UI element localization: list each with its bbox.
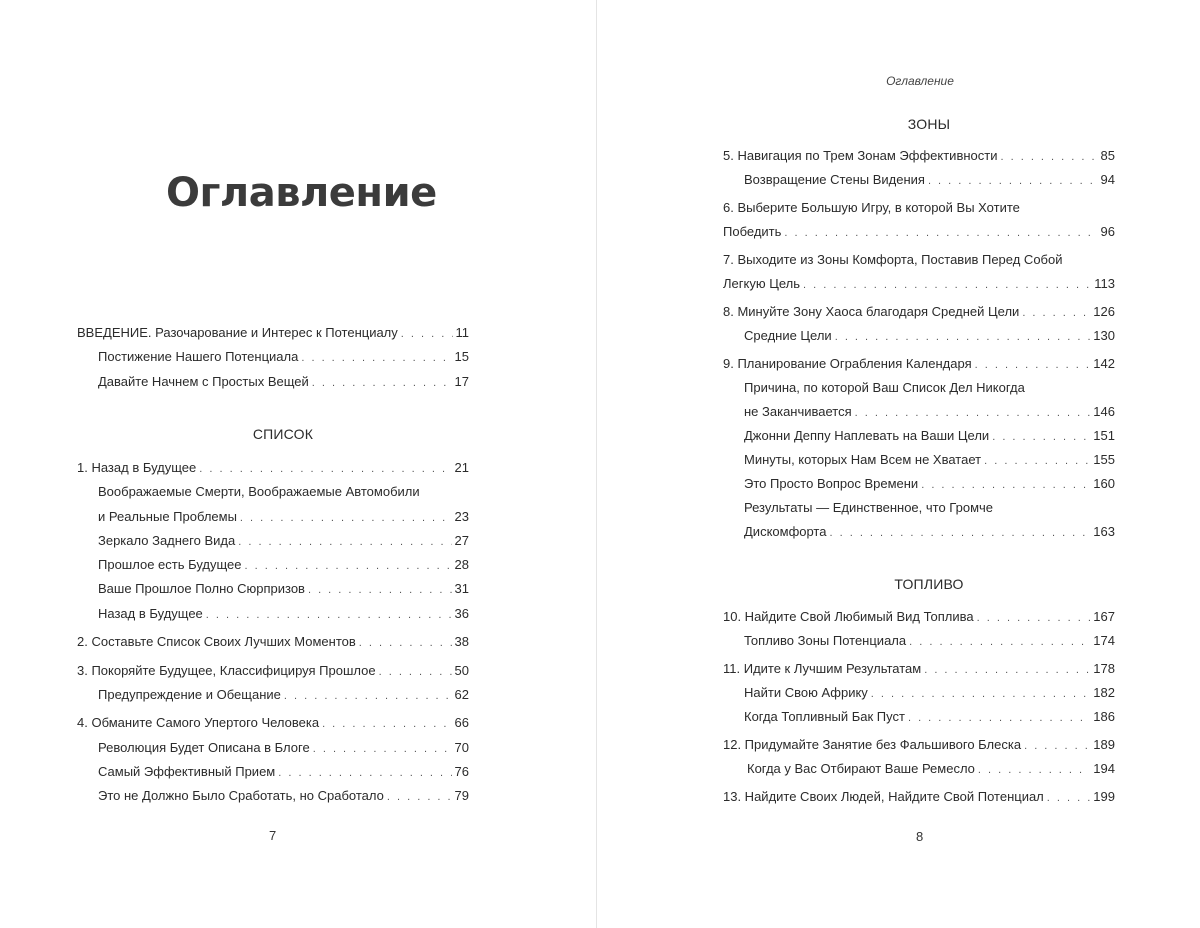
toc-entry-chapter: 6. Выберите Большую Игру, в которой Вы Хотите xyxy=(723,200,1020,215)
toc-entry: и Реальные Проблемы . . . 23 xyxy=(98,509,469,526)
toc-entry-chapter: 1. Назад в Будущее . . . 21 xyxy=(77,460,469,477)
toc-entry-chapter: 10. Найдите Свой Любимый Вид Топлива . . . 167 xyxy=(723,609,1115,626)
toc-entry: Предупреждение и Обещание . . . 62 xyxy=(98,687,469,704)
toc-entry: Результаты — Единственное, что Громче xyxy=(744,500,994,515)
toc-entry: Самый Эффективный Прием . . . 76 xyxy=(98,764,469,781)
toc-entry-chapter: 4. Обманите Самого Упертого Человека . . . 66 xyxy=(77,715,469,732)
toc-entry: Назад в Будущее . . . 36 xyxy=(98,606,469,623)
toc-entry: Это не Должно Было Сработать, но Сработало . . . 79 xyxy=(98,788,469,805)
running-head: Оглавление xyxy=(886,74,954,88)
toc-entry-chapter: Легкую Цель . . . 113 xyxy=(723,276,1115,293)
page-title: Оглавление xyxy=(166,170,437,216)
toc-entry-intro: ВВЕДЕНИЕ. Разочарование и Интерес к Потенциалу . . . 11 xyxy=(77,325,469,342)
toc-entry: Революция Будет Описана в Блоге . . . 70 xyxy=(98,740,469,757)
toc-entry-chapter: Победить . . . 96 xyxy=(723,224,1115,241)
toc-entry: Ваше Прошлое Полно Сюрпризов . . . 31 xyxy=(98,581,469,598)
toc-entry: Средние Цели . . . 130 xyxy=(744,328,1115,345)
toc-entry-chapter: 13. Найдите Своих Людей, Найдите Свой Потенциал . . . 199 xyxy=(723,789,1115,806)
page-number: 7 xyxy=(269,828,277,843)
toc-entry-chapter: 8. Минуйте Зону Хаоса благодаря Средней Цели . . . 126 xyxy=(723,304,1115,321)
right-page xyxy=(597,0,1200,928)
toc-entry: не Заканчивается . . . 146 xyxy=(744,404,1115,421)
section-heading-zones: ЗОНЫ xyxy=(907,116,951,132)
section-heading-list: СПИСОК xyxy=(252,426,314,442)
toc-entry: Это Просто Вопрос Времени . . . 160 xyxy=(744,476,1115,493)
toc-entry-chapter: 12. Придумайте Занятие без Фальшивого Блеска . . . 189 xyxy=(723,737,1115,754)
toc-entry-chapter: 9. Планирование Ограбления Календаря . . . 142 xyxy=(723,356,1115,373)
toc-entry: Топливо Зоны Потенциала . . . 174 xyxy=(744,633,1115,650)
toc-entry-chapter: 5. Навигация по Трем Зонам Эффективности . . . 85 xyxy=(723,148,1115,165)
toc-entry: Зеркало Заднего Вида . . . 27 xyxy=(98,533,469,550)
toc-entry: Возвращение Стены Видения . . . 94 xyxy=(744,172,1115,189)
toc-entry: Минуты, которых Нам Всем не Хватает . . . 155 xyxy=(744,452,1115,469)
toc-entry: Давайте Начнем с Простых Вещей . . . 17 xyxy=(98,374,469,391)
toc-entry-chapter: 2. Составьте Список Своих Лучших Моментов . . . 38 xyxy=(77,634,469,651)
toc-entry-chapter: 7. Выходите из Зоны Комфорта, Поставив Перед Собой xyxy=(723,252,1063,267)
toc-entry: Прошлое есть Будущее . . . 28 xyxy=(98,557,469,574)
page-number: 8 xyxy=(916,829,924,844)
toc-entry-chapter: 3. Покоряйте Будущее, Классифицируя Прошлое . . . 50 xyxy=(77,663,469,680)
toc-entry: Когда у Вас Отбирают Ваше Ремесло . . . 194 xyxy=(747,761,1115,778)
toc-entry: Джонни Деппу Наплевать на Ваши Цели . . . 151 xyxy=(744,428,1115,445)
toc-entry: Причина, по которой Ваш Список Дел Никогда xyxy=(744,380,1025,395)
toc-entry-chapter: 11. Идите к Лучшим Результатам . . . 178 xyxy=(723,661,1115,678)
section-heading-fuel: ТОПЛИВО xyxy=(894,576,964,592)
toc-entry: Постижение Нашего Потенциала . . . 15 xyxy=(98,349,469,366)
toc-entry: Воображаемые Смерти, Воображаемые Автомобили xyxy=(98,484,420,499)
toc-entry: Когда Топливный Бак Пуст . . . 186 xyxy=(744,709,1115,726)
left-page xyxy=(0,0,596,928)
toc-entry: Найти Свою Африку . . . 182 xyxy=(744,685,1115,702)
toc-entry: Дискомфорта . . . 163 xyxy=(744,524,1115,541)
